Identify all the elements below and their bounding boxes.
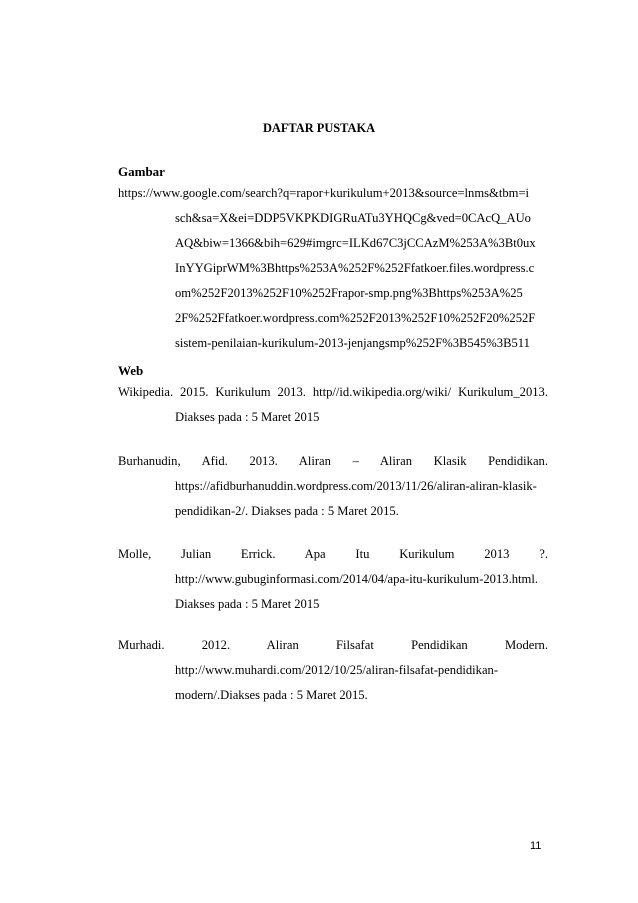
gambar-reference-line: https://www.google.com/search?q=rapor+kurikulum+2013&source=lnms&tbm=i xyxy=(118,186,530,200)
gambar-reference-line: AQ&biw=1366&bih=629#imgrc=ILKd67C3jCCAzM%253A%3Bt0ux xyxy=(175,236,536,250)
gambar-reference-line: InYYGiprWM%3Bhttps%253A%252F%252Ffatkoer.files.wordpress.c xyxy=(175,261,535,275)
web-reference-line: pendidikan-2/. Diakses pada : 5 Maret 2015. xyxy=(175,504,399,518)
web-reference-first-line: Murhadi. 2012. Aliran Filsafat Pendidikan Modern. xyxy=(118,638,548,652)
web-reference-line: Diakses pada : 5 Maret 2015 xyxy=(175,597,320,611)
gambar-reference-line: 2F%252Ffatkoer.wordpress.com%252F2013%252F10%252F20%252F xyxy=(175,311,536,325)
gambar-reference-line: sch&sa=X&ei=DDP5VKPKDIGRuATu3YHQCg&ved=0CAcQ_AUo xyxy=(175,211,531,225)
web-reference-first-line: Wikipedia. 2015. Kurikulum 2013. http//id.wikipedia.org/wiki/ Kurikulum_2013. xyxy=(118,385,548,399)
web-reference-line: modern/.Diakses pada : 5 Maret 2015. xyxy=(175,688,368,702)
web-reference-line: http://www.gubuginformasi.com/2014/04/apa-itu-kurikulum-2013.html. xyxy=(175,572,538,586)
section-heading-web: Web xyxy=(118,363,144,378)
gambar-reference-line: om%252F2013%252F10%252Frapor-smp.png%3Bhttps%253A%25 xyxy=(175,286,523,300)
gambar-reference-line: sistem-penilaian-kurikulum-2013-jenjangsmp%252F%3B545%3B511 xyxy=(175,336,530,350)
web-reference-line: https://afidburhanuddin.wordpress.com/2013/11/26/aliran-aliran-klasik- xyxy=(175,479,537,493)
web-reference-first-line: Molle, Julian Errick. Apa Itu Kurikulum 2013 ?. xyxy=(118,547,548,561)
section-heading-gambar: Gambar xyxy=(118,164,165,179)
web-reference-first-line: Burhanudin, Afid. 2013. Aliran – Aliran Klasik Pendidikan. xyxy=(118,454,548,468)
web-reference-line: http://www.muhardi.com/2012/10/25/aliran-filsafat-pendidikan- xyxy=(175,663,499,677)
page-number: 11 xyxy=(530,840,542,852)
web-reference-line: Diakses pada : 5 Maret 2015 xyxy=(175,410,320,424)
page-title: DAFTAR PUSTAKA xyxy=(262,121,376,135)
